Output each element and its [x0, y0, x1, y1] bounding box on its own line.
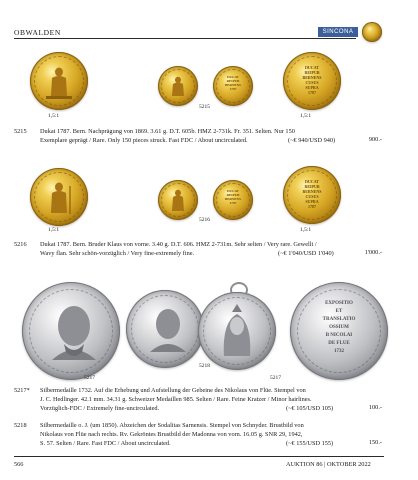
lot-description: Wavy flan. Sehr schön-vorzüglich / Very fine-extremely fine.: [40, 250, 195, 257]
lot-description: J. C. Hedlinger. 42.1 mm. 34.31 g. Schweizer Medaillen 985. Selten / Rare. Feine Kratzer / Minor hairlines.: [40, 396, 312, 403]
coin-5215-obverse: [158, 66, 198, 106]
brand-logo: SINCONA: [318, 27, 358, 37]
coin-legend: DUCAT REIPUB BERNENS CUSUS SUPRA 1787: [302, 179, 322, 209]
header-coin-icon: [362, 22, 382, 42]
lot-description: Dukat 1787. Bern. Bruder Klaus von vorne. 3.40 g. D.T. 606. HMZ 2-731m. Sehr selten / Very rare. Gewellt /: [40, 241, 317, 248]
lot-number: 5218: [14, 422, 27, 429]
lot-number: 5217*: [14, 387, 30, 394]
medal-legend: EXPOSITIO ET TRANSLATIO OSSIUM B NICOLAI DE FLUE 1732: [322, 301, 356, 354]
lot-price: 900.-: [368, 136, 382, 143]
coin-5215-reverse: [213, 66, 253, 106]
lot-price: 150.-: [368, 439, 382, 446]
coin-5215-reverse-large: [283, 52, 341, 110]
portrait-bust-icon: [22, 282, 120, 380]
madonna-icon: [198, 292, 276, 370]
image-label: 5216: [199, 217, 210, 223]
lot-description: Vorzüglich-FDC / Extremely fine-uncirculated.: [40, 405, 160, 412]
lot-description: Dukat 1787. Bern. Nachprägung von 1869. 3.61 g. D.T. 605b. HMZ 2-731k. Fr. 351. Selten. Nur 150: [40, 128, 295, 135]
image-label: 5218: [199, 363, 210, 369]
lot-price: 100.-: [368, 404, 382, 411]
medal-5218-reverse: [198, 292, 276, 370]
section-title: OBWALDEN: [14, 28, 61, 37]
coin-legend: DUCAT REIPUB BERNENS CUSUS SUPRA 1787: [302, 65, 322, 95]
coin-5215-obverse-large: [30, 52, 88, 110]
header-rule: [14, 38, 356, 39]
scale-label: 1,5:1: [300, 113, 312, 119]
lot-description: S. 57. Selten / Rare. Fast FDC / About uncirculated.: [40, 440, 171, 447]
medal-5217-reverse: [290, 282, 388, 380]
portrait-bust-icon: [126, 290, 204, 368]
scale-label: 1,5:1: [300, 227, 312, 233]
lot-description: Nikolaus von Flüe nach rechts. Rv. Gekröntes Brustbild der Madonna von vorn. 16.05 g. SNR 29, 1942,: [40, 431, 303, 438]
coin-5216-reverse: [213, 180, 253, 220]
medal-5218-obverse: [126, 290, 204, 368]
medal-5217-obverse: [22, 282, 120, 380]
saint-figure-icon: [30, 52, 88, 110]
saint-figure-icon: [30, 168, 88, 226]
image-label: 5217: [84, 375, 95, 381]
lot-price: 1'000.-: [364, 249, 382, 256]
lot-description: Silbermedaille o. J. (um 1850). Abzeichen der Sodalitas Sarnensis. Stempel von Schnyder. Brustbild von: [40, 422, 304, 429]
image-label: 5215: [199, 104, 210, 110]
lot-number: 5216: [14, 241, 27, 248]
lot-description: Silbermedaille 1732. Auf die Erhebung und Aufstellung der Gebeine des Nikolaus von Flüe. Stempel von: [40, 387, 306, 394]
scale-label: 1,5:1: [48, 113, 60, 119]
coin-5216-reverse-large: [283, 166, 341, 224]
scale-label: 1,5:1: [48, 227, 60, 233]
coin-5216-obverse: [158, 180, 198, 220]
coin-legend: DUCAT REIPUB BERNENS 1787: [224, 189, 242, 205]
page-number: 566: [14, 461, 24, 468]
lot-estimate: (~€ 940/USD 940): [288, 137, 336, 144]
lot-estimate: (~€ 155/USD 155): [286, 440, 334, 447]
lot-description: Exemplare geprägt / Rare. Only 150 pieces struck. Fast FDC / About uncirculated.: [40, 137, 248, 144]
coin-5216-obverse-large: [30, 168, 88, 226]
lot-number: 5215: [14, 128, 27, 135]
image-label: 5217: [270, 375, 281, 381]
coin-legend: DUCAT REIPUB BERNENS 1787: [224, 75, 242, 91]
lot-estimate: (~€ 1'040/USD 1'040): [278, 250, 334, 257]
lot-estimate: (~€ 105/USD 105): [286, 405, 334, 412]
auction-info: AUKTION 86 | OKTOBER 2022: [286, 461, 371, 468]
footer-rule: [14, 456, 384, 457]
